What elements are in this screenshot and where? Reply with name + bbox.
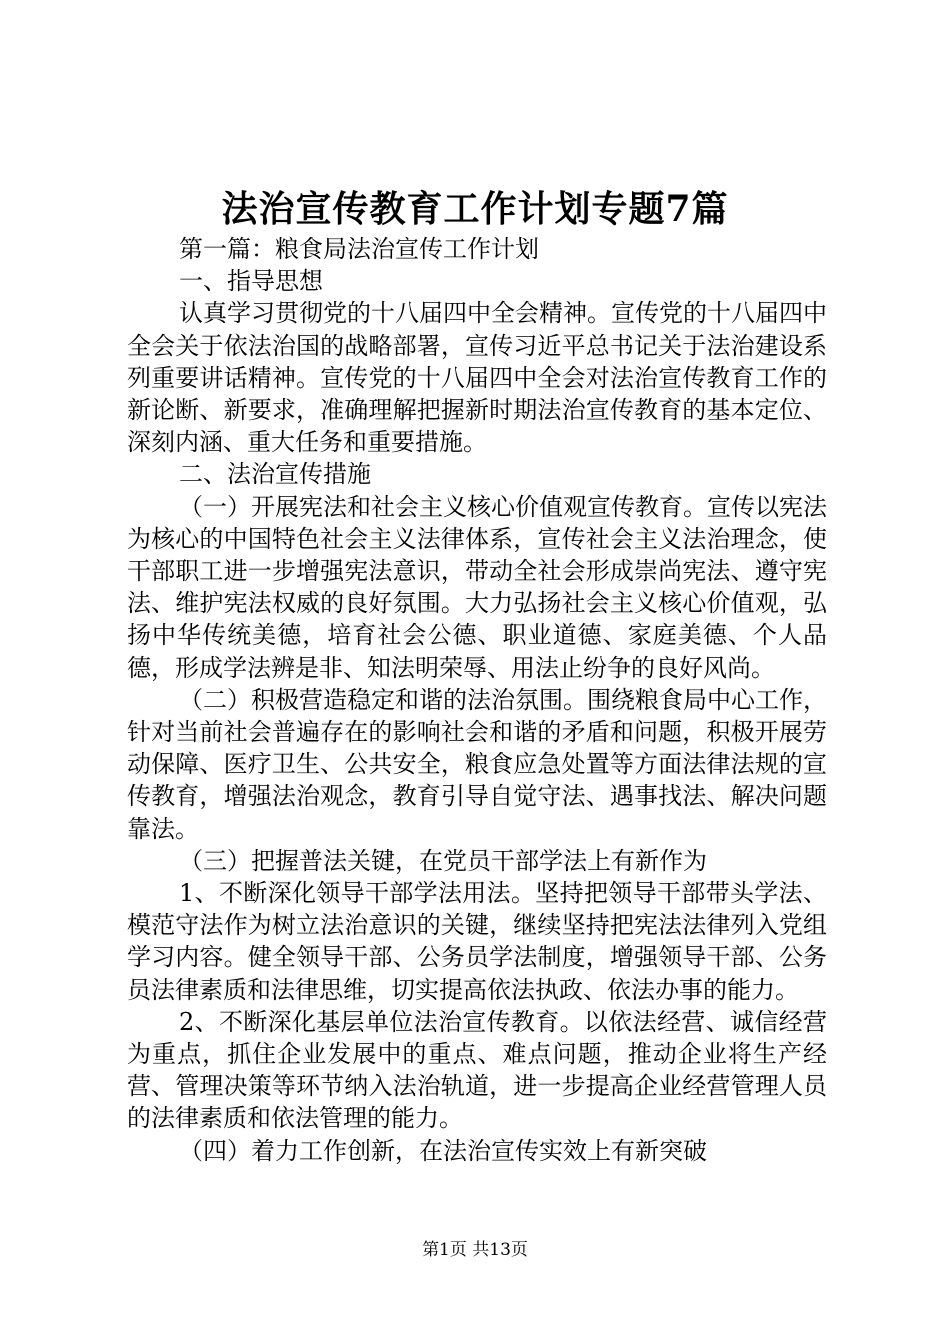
subsection-heading: （三）把握普法关键，在党员干部学法上有新作为 bbox=[179, 846, 707, 875]
body-paragraph: 1、不断深化领导干部学法用法。坚持把领导干部带头学法、模范守法作为树立法治意识的关键，继续坚持把宪法法律列入党组学习内容。健全领导干部、公务员学法制度，增强领导干部、公务员法律素质和法律思维，切实提高依法执政、依法办事的能力。 bbox=[127, 879, 827, 1004]
body-paragraph: 认真学习贯彻党的十八届四中全会精神。宣传党的十八届四中全会关于依法治国的战略部署，宣传习近平总书记关于法治建设系列重要讲话精神。宣传党的十八届四中全会对法治宣传教育工作的新论断、新要求，准确理解把握新时期法治宣传教育的基本定位、深刻内涵、重大任务和重要措施。 bbox=[127, 299, 827, 457]
subsection-heading: 一、指导思想 bbox=[179, 267, 323, 296]
body-paragraph: （二）积极营造稳定和谐的法治氛围。围绕粮食局中心工作，针对当前社会普遍存在的影响社会和谐的矛盾和问题，积极开展劳动保障、医疗卫生、公共安全，粮食应急处置等方面法律法规的宣传教育，增强法治观念，教育引导自觉守法、遇事找法、解决问题靠法。 bbox=[127, 685, 827, 843]
document-title: 法治宣传教育工作计划专题7篇 bbox=[221, 188, 729, 230]
page-number: 第1页 共13页 bbox=[422, 1240, 528, 1260]
document-body bbox=[127, 233, 827, 1167]
body-paragraph: 2、不断深化基层单位法治宣传教育。以依法经营、诚信经营为重点，抓住企业发展中的重点、难点问题，推动企业将生产经营、管理决策等环节纳入法治轨道，进一步提高企业经营管理人员的法律素质和依法管理的能力。 bbox=[127, 1007, 827, 1133]
subsection-heading: 二、法治宣传措施 bbox=[179, 460, 371, 489]
body-paragraph: （一）开展宪法和社会主义核心价值观宣传教育。宣传以宪法为核心的中国特色社会主义法律体系，宣传社会主义法治理念，使干部职工进一步增强宪法意识，带动全社会形成崇尚宪法、遵守宪法、维护宪法权威的良好氛围。大力弘扬社会主义核心价值观，弘扬中华传统美德，培育社会公德、职业道德、家庭美德、个人品德，形成学法辨是非、知法明荣辱、用法止纷争的良好风尚。 bbox=[127, 492, 827, 682]
subsection-heading: （四）着力工作创新，在法治宣传实效上有新突破 bbox=[179, 1136, 707, 1165]
section-heading: 第一篇：粮食局法治宣传工作计划 bbox=[179, 235, 539, 263]
